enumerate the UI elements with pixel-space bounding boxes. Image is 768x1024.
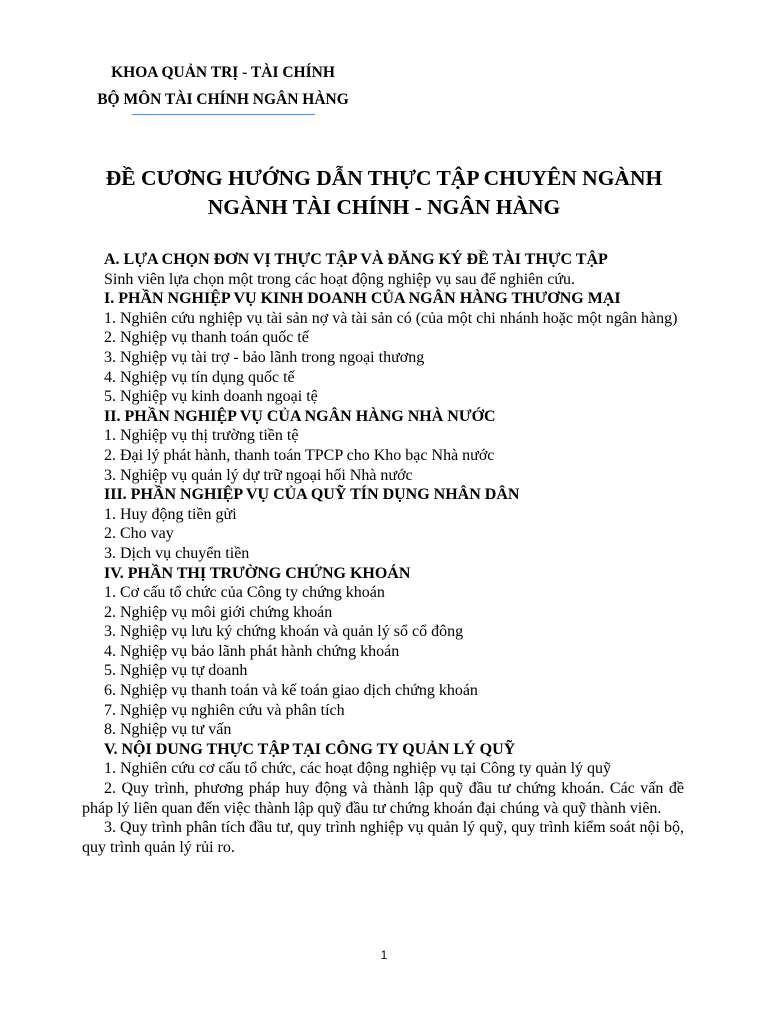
list-item: 7. Nghiệp vụ nghiên cứu và phân tích xyxy=(104,701,345,719)
part-3-heading: III. PHẦN NGHIỆP VỤ CỦA QUỸ TÍN DỤNG NHÂN DÂN xyxy=(104,486,520,504)
list-item: 3. Dịch vụ chuyển tiền xyxy=(104,544,250,562)
part-4-heading: IV. PHẦN THỊ TRƯỜNG CHỨNG KHOÁN xyxy=(104,564,411,582)
list-item: 1. Nghiên cứu cơ cấu tổ chức, các hoạt động nghiệp vụ tại Công ty quản lý quỹ xyxy=(104,760,612,778)
list-item: 3. Nghiệp vụ tài trợ - bảo lãnh trong ngoại thương xyxy=(104,348,425,366)
list-item: 3. Nghiệp vụ lưu ký chứng khoán và quản lý sổ cổ đông xyxy=(104,623,464,641)
page-number: 1 xyxy=(380,948,388,962)
part-2-heading: II. PHẦN NGHIỆP VỤ CỦA NGÂN HÀNG NHÀ NƯỚC xyxy=(104,407,496,425)
part-1-heading: I. PHẦN NGHIỆP VỤ KINH DOANH CỦA NGÂN HÀNG THƯƠNG MẠI xyxy=(104,290,621,308)
section-a-intro: Sinh viên lựa chọn một trong các hoạt động nghiệp vụ sau để nghiên cứu. xyxy=(104,270,576,288)
document-title xyxy=(80,164,688,222)
list-item: 3. Quy trình phân tích đầu tư, quy trình nghiệp vụ quản lý quỹ, quy trình kiểm soát nội bộ, quy trình quản lý rủi ro. xyxy=(82,819,684,856)
list-item: 5. Nghiệp vụ tự doanh xyxy=(104,662,248,680)
list-item: 4. Nghiệp vụ tín dụng quốc tế xyxy=(104,368,295,386)
title-line-1: ĐỀ CƯƠNG HƯỚNG DẪN THỰC TẬP CHUYÊN NGÀNH xyxy=(105,166,663,190)
list-item: 2. Quy trình, phương pháp huy động và thành lập quỹ đầu tư chứng khoán. Các vấn đề pháp lý liên quan đến việc thành lập quỹ đầu tư chứng khoán đại chúng và quỹ thành viên. xyxy=(82,780,684,817)
list-item: 1. Huy động tiền gửi xyxy=(104,505,237,523)
list-item: 1. Nghiên cứu nghiệp vụ tài sản nợ và tài sản có (của một chi nhánh hoặc một ngân hàng) xyxy=(104,309,678,327)
list-item: 2. Nghiệp vụ thanh toán quốc tế xyxy=(104,329,309,347)
document-header xyxy=(88,64,358,115)
faculty-name: KHOA QUẢN TRỊ - TÀI CHÍNH xyxy=(111,64,335,81)
list-item: 5. Nghiệp vụ kinh doanh ngoại tệ xyxy=(104,388,318,406)
list-item: 2. Đại lý phát hành, thanh toán TPCP cho Kho bạc Nhà nước xyxy=(104,446,495,464)
list-item: 2. Nghiệp vụ môi giới chứng khoán xyxy=(104,603,333,621)
document-body xyxy=(82,250,684,857)
list-item: 8. Nghiệp vụ tư vấn xyxy=(104,721,232,739)
department-name: BỘ MÔN TÀI CHÍNH NGÂN HÀNG xyxy=(97,91,349,108)
list-item: 1. Nghiệp vụ thị trường tiền tệ xyxy=(104,427,299,445)
list-item: 1. Cơ cấu tổ chức của Công ty chứng khoán xyxy=(104,584,385,602)
list-item: 3. Nghiệp vụ quản lý dự trữ ngoại hối Nhà nước xyxy=(104,466,413,484)
header-divider xyxy=(132,114,315,115)
section-a-heading: A. LỰA CHỌN ĐƠN VỊ THỰC TẬP VÀ ĐĂNG KÝ ĐỀ TÀI THỰC TẬP xyxy=(104,251,608,268)
list-item: 4. Nghiệp vụ bảo lãnh phát hành chứng khoán xyxy=(104,642,400,660)
list-item: 6. Nghiệp vụ thanh toán và kế toán giao dịch chứng khoán xyxy=(104,682,478,700)
list-item: 2. Cho vay xyxy=(104,525,174,543)
part-5-heading: V. NỘI DUNG THỰC TẬP TẠI CÔNG TY QUẢN LÝ QUỸ xyxy=(104,740,516,758)
title-line-2: NGÀNH TÀI CHÍNH - NGÂN HÀNG xyxy=(207,195,561,219)
